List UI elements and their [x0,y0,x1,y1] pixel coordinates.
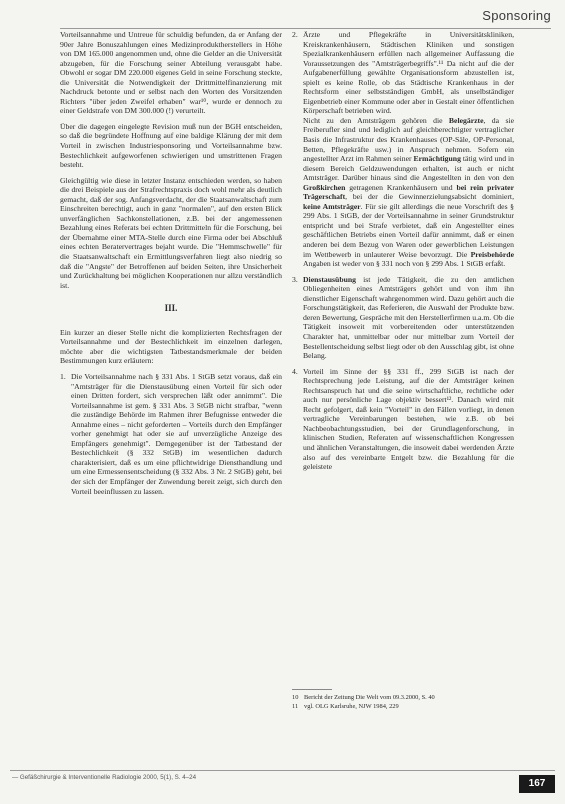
footnote-text: vgl. OLG Karlsruhe, NJW 1984, 229 [304,702,399,710]
paragraph: Gleichgültig wie diese in letzter Instanz entschieden werden, so haben die drei Beispiele aus der Strafrechtspraxis doch wohl mehr als deutlich gemacht, daß der sog. Anfangsverdacht, der die Staatsanwaltschaft zum Einschreiten berechtigt, auch in ganz "normalen", auf den ersten Blick unverfänglichen Sachkonstellationen, z.B. bei der angemessenen Bezahlung eines Referats bei echten Drittmitteln für die Forschung, bei der Übernahme einer MTA-Stelle durch eine Firma oder bei Abschluß eines echten Beratervertrages bejaht wurde. Die "Hemmschwelle" für die Staatsanwaltschaft ein Ermittlungsverfahren liegt also niedrig so daß die "Angste" der Betroffenen auf beiden Seiten, ihre Unsicherheit und Zurückhaltung bei möglichen Kooperationen nur allzu verständlich ist. [60,175,282,290]
bold-term: Belegärzte [448,115,484,125]
list-item [292,30,514,269]
section-heading: III. [164,303,178,314]
list-number: 2. [292,30,298,39]
list-text: Vorteil im Sinne der §§ 331 ff., 299 StGB ist nach der Rechtsprechung jede Leistung, auf die der Amtsträger keinen Rechtsanspruch hat und die seine wirtschaftliche, rechtliche oder auch nur persönliche Lage objektiv bessert¹². Danach wird mit Recht gefolgert, daß kein "Vorteil" in den Fällen vorliegt, in denen vertragliche Vereinbarungen bestehen, wie z.B. ob bei Nachbeobachtungsstudien, bei der Grundlagenforschung, in klinischen Studien, Referaten auf wissenschaftlichen Kongressen und ähnlichen Veranstaltungen, die insoweit dabei werdenden Ärzte also auf des vereinbarte Entgelt bzw. die Bezahlung für die geleistete [303,366,514,472]
footnote-separator [292,689,332,690]
bold-term: Ermächtigung [413,154,461,164]
list-text [303,275,514,361]
list-item [292,275,514,361]
bold-term: Preisbehörde [470,249,514,259]
bold-term: Dienstausübung [303,274,356,284]
page-number: 167 [519,775,555,793]
paragraph: Ein kurzer an dieser Stelle nicht die komplizierten Rechtsfragen der Vorteilsannahme und der Bestechlichkeit im einzelnen darlegen, möchte aber die wichtigsten Tatbestandsmerkmale der beiden Bestimmungen kurz erläutern: [60,327,282,366]
section-rubric: Sponsoring [482,8,551,23]
footer-source: — Gefäßchirurgie & Interventionelle Radiologie 2000, 5(1), S. 4–24 [12,774,197,781]
footnote-number: 10 [292,694,299,701]
footnote [292,703,514,712]
right-column [292,30,514,478]
text-run: tätig wird und in diesem Bereich Geldzuwendungen erhalten, ist auch er nicht Amtsträger. Darüber hinaus sind die Angestellten in den von den [303,154,515,183]
footnote-text: Bericht der Zeitung Die Welt vom 09.3.2000, S. 40 [304,694,435,701]
list-item [60,372,282,496]
text-run: , bei der die Gewinnerzielungsabsicht dominiert, [345,192,514,202]
paragraph: Vorteilsannahme und Untreue für schuldig befunden, da er Anfang der 90er Jahre Bonuszahlungen eines Medizinproduktherstellers in Höhe von DM 165.000 angenommen und, ohne die Gelder an die Universität abzugeben, für die Forschung seiner Abteilung verausgabt habe. Obwohl er sogar DM 220.000 eigenes Geld in seine Forschung steckte, die Universität die Notwendigkeit der Drittmittelfinanzierung mit Nachdruck betonte und er selbst nach den Worten des Vorsitzenden Richters "über jeden Zweifel erhaben" war¹⁰, wurde er dennoch zu einer Geldstrafe von DM 300.000 (!) verurteilt. [60,30,282,116]
text-run: , da sie Freiberufler sind und lediglich auf gleichberechtigter vertraglicher Basis die Infrastruktur des Krankenhauses (OP-Säle, OP-Personal, Betten, Pflegekräfte usw.) in Anspruch nehmen. Sofern ein angestellter Arzt im Rahmen seiner [303,115,514,164]
paragraph: Über die dagegen eingelegte Revision muß nun der BGH entscheiden, so daß die begründete Hoffnung auf eine baldige Klärung der mit dem Vorteil in zwischen Industriesponsoring und Vorteilsannahme bzw. Bestechlichkeit aufgeworfenen schwierigen und umstrittenen Fragen besteht. [60,121,282,170]
footnote-number: 11 [292,702,299,710]
text-run: . Für sie gilt allerdings die neue Vorschrift des § 299 Abs. 1 StGB, der der Vorteilsannahme in seiner Grundstruktur entspricht und bei Strafe verbietet, daß ein Angestellter eines geschäftlichen Betriebs einen Vorteil dafür annimmt, daß er einen anderen bei dem Bezug von Waren oder gewerblichen Leistungen im Wettbewerb in unlauterer Weise bevorzugt. Die [303,201,514,259]
left-column [60,30,282,502]
list-item [292,367,514,472]
text-run: getragenen Krankenhäusern und [345,182,457,192]
list-number: 3. [292,274,298,284]
bold-term: keine Amtsträger [303,201,361,211]
bottom-rule [10,770,555,771]
text-run: Nicht zu den Amtsträgern gehören die [303,115,449,125]
text-run: Ärzte und Pflegekräfte in Universitätskliniken, Kreiskrankenhäusern, Städtischen Kliniken und sonstigen Spezialkrankenhäusern erfüllen nach allgemeiner Auffassung die Voraussetzungen des "Amtsträgerbegriffs".¹¹ Da nicht auf die der Aufgabenerfüllung gewählte Organisationsform abzustellen ist, spielt es keine Rolle, ob das Städtische Krankenhaus in der Rechtsform einer selbstständigen GmbH, als unselbständiger Eigenbetrieb einer Kommune oder aber in Gestalt einer öffentlichen Körperschaft betrieben wird. [303,30,514,116]
footnote [292,694,514,703]
text-run: Angaben ist weder von § 331 noch von § 299 Abs. 1 StGB erfaßt. [303,259,506,269]
list-text: Die Vorteilsannahme nach § 331 Abs. 1 StGB setzt voraus, daß ein "Amtsträger für die Dienstausübung einen Vorteil für sich oder einen Dritten fordert, sich versprechen läßt oder annimmt". Die Vorteilsannahme ist gem. § 331 Abs. 3 StGB nicht strafbar, "wenn die zuständige Behörde im Rahmen ihrer Befugnisse entweder die Annahme eines – nicht geforderten – Vorteils durch den Empfänger vorher genehmigt hat oder sie auf unverzügliche Anzeige des Empfängers genehmigt". Demgegenüber ist der Tatbestand der Bestechlichkeit (§ 332 StGB) im wesentlichen dadurch charakterisiert, daß es um eine pflichtwidrige Diensthandlung und um eine Ermessensentscheidung (§ 332 Abs. 3 Nr. 2 StGB) geht, bei der sich der Empfänger der Zuwendung bereit zeigt, sich durch den Vorteil beeinflussen zu lassen. [71,371,282,496]
footnotes [292,689,514,711]
text-run: ist jede Tätigkeit, die zu den amtlichen Obliegenheiten eines Amtsträgers gehört und von ihm ihn dienstlicher Eigenschaft wahrgenommen wird. Dazu gehört auch die Forschungstätigkeit, das Referieren, die Auswahl der Produkte bzw. deren Bewertung, Gespräche mit den Herstellerfirmen u.a.m. Ob die Tätigkeit insoweit mit vorbereitenden oder unterstützenden Charakter hat, unmittelbar oder nur mittelbar zum Vorteil der Bestellentscheidung selbst liegt oder ob den Ausschlag gibt, ist ohne Belang. [303,274,514,361]
list-number: 4. [292,366,298,376]
top-rule [60,28,551,29]
bold-term: bei rein privater Trägerschaft [303,182,514,202]
list-number: 1. [60,371,66,381]
list-text [303,30,514,269]
bold-term: Großkirchen [303,182,346,192]
